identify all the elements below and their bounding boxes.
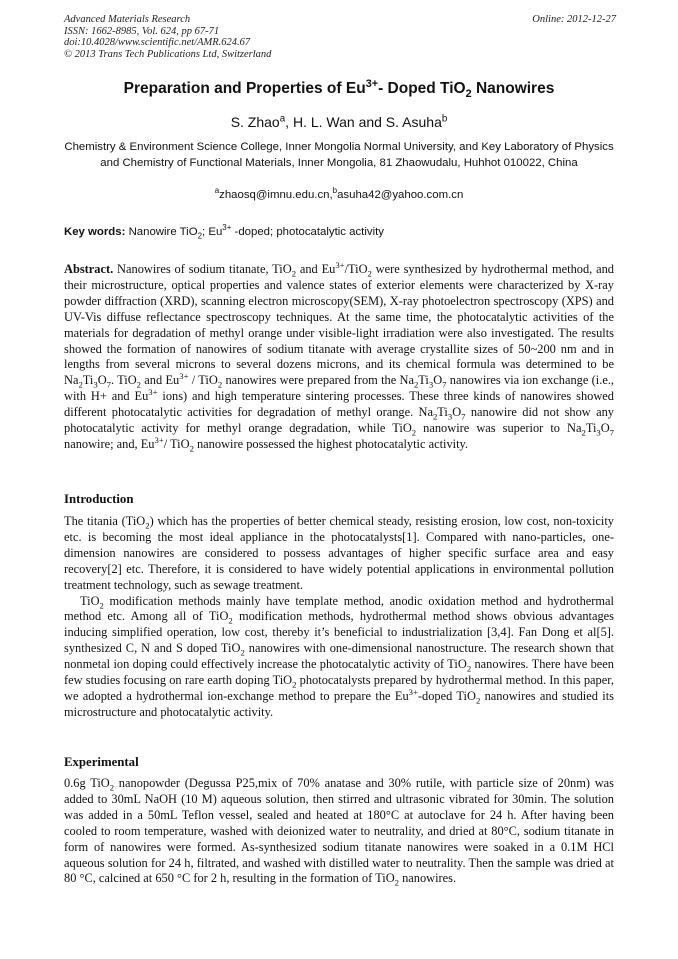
copyright-line: © 2013 Trans Tech Publications Ltd, Switzerland [64,48,272,60]
abstract: Abstract. Nanowires of sodium titanate, TiO$_2$ and $Eu^{3+}/TiO_2$ were synthesized by hydrothermal method, and their microstructure, optical properties and valence states of exterior elements were characterized by X-ray powder diffraction (XRD), scanning electron microscopy(SEM), X-ray photoelectron spectroscopy (XPS) and UV-Vis diffuse reflectance spectroscopy techniques. At the same time, the photocatalytic activities of the materials for degradation of methyl orange under visible-light irradiation were also investigated. The results showed the formation of nanowires of sodium titanate with average crystallite sizes of 50~200 nm and in lengths from several microns to several dozens microns, and its chemical formula was determined to be $Na_2Ti_3O_7$. TiO$_2$ and $Eu^{3+} / TiO_2$ nanowires were prepared from the $Na_2Ti_3O_7$ nanowires via ion exchange (i.e., with H+ and $Eu^{3+}$ ions) and high temperature sintering processes. These three kinds of nanowires showed different photocatalytic activities for degradation of methyl orange. $Na_2Ti_3O_7$ nanowire did not show any photocatalytic activity for methyl orange degradation, while TiO$_2$ nanowire was superior to $Na_2Ti_3O_7$ nanowire; and, $Eu^{3+}/$ TiO$_2$ nanowire possessed the highest photocatalytic activity. [64,259,615,454]
introduction-heading: Introduction [64,492,134,506]
intro-paragraph-1: The titania (TiO$_2$) which has the properties of better chemical steady, resisting erosion, low cost, non-toxicity etc. is becoming the most ideal appliance in the photocatalysts[1]. Compared with nano-particles, one-dimension nanowires are considered to possess advantages of higher specific surface area and easy recovery[2] etc. Therefore, it is considered to have widely potential applications in environmental pollution treatment technology, such as sewage treatment. [64,514,614,592]
paper-title: Preparation and Properties of $Eu^{3+}-$ Doped TiO$_2$ Nanowires [123,77,555,101]
email-line: $^a$zhaosq@imnu.edu.cn,$^b$asuha42@yahoo.com.cn [214,186,464,201]
keywords: Key words: Nanowire TiO$_2$; $Eu^{3+}$ -doped; photocatalytic activity [64,223,384,241]
intro-paragraph-2: TiO$_2$ modification methods mainly have template method, anodic oxidation method and hydrothermal method etc. Among all of TiO$_2$ modification methods, hydrothermal method shows obvious advantages inducing simplified operation, low cost, thereby it’s beneficial to industrialization [3,4]. Fan Dong et al[5]. synthesized C, N and S doped TiO$_2$ nanowires with one-dimensional nanostructure. The research shown that nonmetal ion doping could effectively increase the photocatalytic activity of TiO$_2$ nanowires. There have been few studies focusing on rare earth doping TiO$_2$ photocatalysts prepared by hydrothermal method. In this paper, we adopted a hydrothermal ion-exchange method to prepare the $Eu^{3+}$-doped TiO$_2$ nanowires and studied its microstructure and photocatalytic activity. [64,593,615,719]
affiliation: Chemistry & Environment Science College, Inner Mongolia Normal University, and Key Laboratory of Physics and Chemistry of Functional Materials, Inner Mongolia, 81 Zhaowudalu, Huhhot 010022, China [64,141,614,169]
introduction-body [64,514,614,721]
experimental-body: 0.6g TiO$_2$ nanopowder (Degussa P25,mix of 70% anatase and 30% rutile, with particle size of 20nm) was added to 30mL NaOH (10 M) aqueous solution, then stirred and ultrasonic vibrated for 30min. The solution was added in a 50mL Teflon vessel, sealed and heated at 180°C at autoclave for 24 h. After having been cooled to room temperature, washed with deionized water to neutrality, and dried at 80°C, sodium titanate in form of nanowires were formed. As-synthesized sodium titanate nanowires were soaked in a 0.1M HCl aqueous solution for 24 h, filtrated, and washed with distilled water to neutrality. Then the sample was dried at 80 °C, calcined at 650 °C for 2 h, resulting in the formation of TiO$_2$ nanowires. [64,776,614,888]
email-b[interactable]: asuha42@yahoo.com.cn [337,189,464,201]
doi-line: doi:10.4028/www.scientific.net/AMR.624.67 [64,37,251,48]
issn-line: ISSN: 1662-8985, Vol. 624, pp 67-71 [64,25,220,37]
author-list: S. Zhao$^a$, H. L. Wan and S. Asuha$^b$ [230,113,448,130]
email-a[interactable]: zhaosq@imnu.edu.cn, [219,189,333,201]
keywords-label: Key words: [64,226,126,238]
online-date: Online: 2012-12-27 [532,14,616,25]
journal-name: Advanced Materials Research [64,14,191,25]
experimental-heading: Experimental [64,755,139,769]
journal-header [64,14,271,60]
abstract-label: Abstract. [64,262,114,276]
